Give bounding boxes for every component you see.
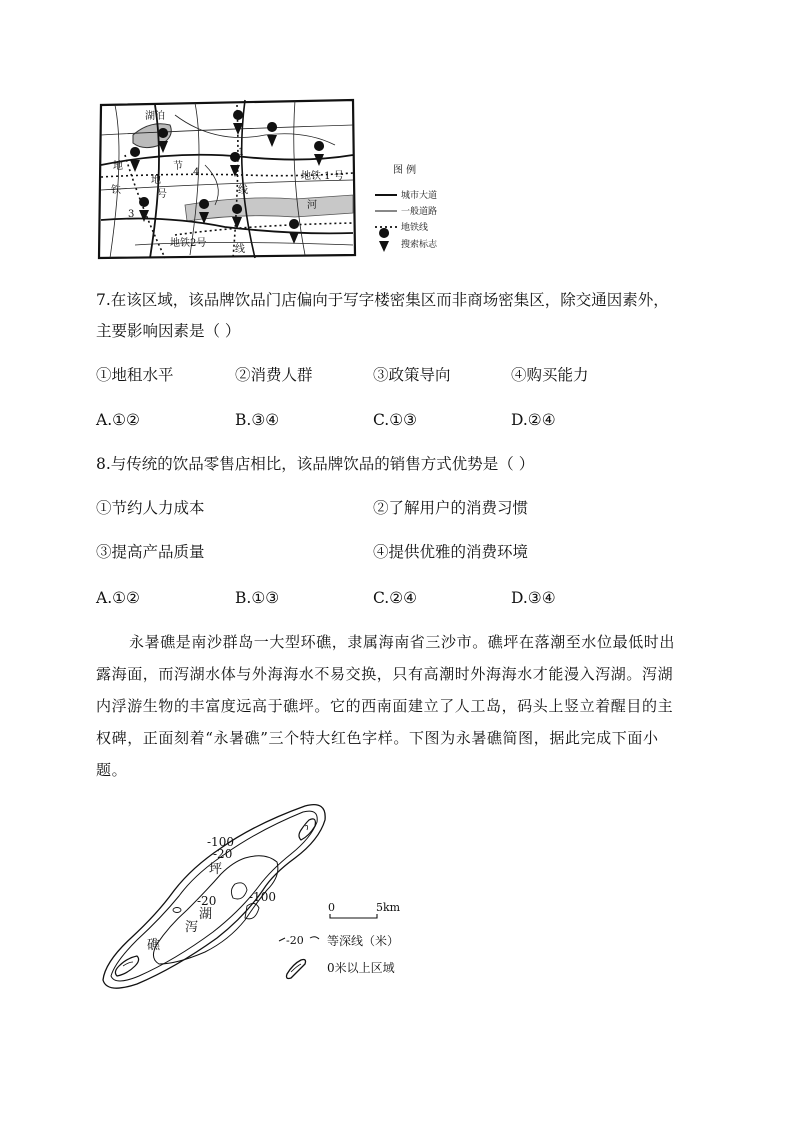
depth-label-20-top: -20 bbox=[213, 847, 233, 861]
reef-map-figure bbox=[95, 798, 425, 998]
land-area-sw bbox=[115, 956, 138, 976]
map-label-line1b: 线 bbox=[238, 185, 248, 196]
q8-item-4: ④提供优雅的消费环境 bbox=[373, 543, 529, 561]
map-label-tie: 铁 bbox=[111, 185, 121, 196]
passage-line-3: 内浮游生物的丰富度远高于礁坪。它的西南面建立了人工岛，码头上竖立着醒目的主 bbox=[96, 697, 674, 715]
q7-item-2: ②消费人群 bbox=[235, 366, 313, 384]
legend-pin-icon bbox=[379, 228, 389, 252]
q7-choice-d[interactable]: D.②④ bbox=[511, 411, 556, 429]
passage-line-2: 露海面，而泻湖水体与外海海水不易交换，只有高潮时外海海水才能漫入泻湖。泻湖 bbox=[96, 665, 674, 683]
map-label-line4: 地铁 1 号 bbox=[301, 171, 344, 182]
land-legend-icon bbox=[287, 960, 306, 979]
map-label-line2: 地铁2号 bbox=[170, 238, 207, 249]
q8-choice-d[interactable]: D.③④ bbox=[511, 589, 556, 607]
map1-legend bbox=[375, 163, 438, 252]
q7-stem-line1: 7.在该区域，该品牌饮品门店偏向于写字楼密集区而非商场密集区，除交通因素外， bbox=[96, 291, 669, 309]
q8-stem: 8.与传统的饮品零售店相比，该品牌饮品的销售方式优势是（ ） bbox=[96, 455, 535, 473]
search-pin-icon bbox=[314, 141, 324, 166]
depth-label-100-mid: -100 bbox=[249, 890, 276, 904]
legend-item-road: 一般道路 bbox=[401, 207, 438, 217]
q7-item-4: ④购买能力 bbox=[511, 366, 589, 384]
map-label-di2: 地 bbox=[151, 175, 161, 186]
q7-choice-a[interactable]: A.①② bbox=[96, 411, 140, 429]
reef-label-ping: 坪 bbox=[209, 862, 223, 877]
reef-label-xie: 泻 bbox=[185, 920, 199, 935]
depth-label-20-mid: -20 bbox=[197, 894, 217, 908]
legend-item-subway: 地铁线 bbox=[401, 223, 429, 233]
map-label-line1a: 1 bbox=[238, 147, 245, 158]
map-label-jie: 节 bbox=[173, 161, 183, 172]
q8-choice-c[interactable]: C.②④ bbox=[373, 589, 418, 607]
map-label-xian: 线 bbox=[235, 244, 245, 255]
q7-item-3: ③政策导向 bbox=[373, 366, 451, 384]
lake-label: 湖泊 bbox=[145, 111, 165, 122]
passage-line-1: 永暑礁是南沙群岛一大型环礁，隶属海南省三沙市。礁坪在落潮至水位最低时出 bbox=[129, 633, 676, 651]
river-shape bbox=[185, 195, 353, 221]
legend-item-avenue: 城市大道 bbox=[401, 191, 438, 201]
legend-item-pin: 搜索标志 bbox=[401, 240, 438, 250]
q7-choice-c[interactable]: C.①③ bbox=[373, 411, 418, 429]
q7-stem-line2: 主要影响因素是（ ） bbox=[96, 322, 241, 340]
q7-choice-b[interactable]: B.③④ bbox=[235, 411, 280, 429]
q7-item-1: ①地租水平 bbox=[96, 366, 174, 384]
depth-label-100-top: -100 bbox=[207, 835, 234, 849]
scale-zero: 0 bbox=[328, 901, 335, 914]
scale-bar bbox=[328, 901, 401, 918]
city-map-figure bbox=[95, 95, 475, 265]
map-label-hao: 号 bbox=[157, 189, 167, 200]
passage-line-5: 题。 bbox=[96, 761, 128, 779]
q8-item-2: ②了解用户的消费习惯 bbox=[373, 499, 529, 517]
legend-contour-label: 等深线（米） bbox=[327, 934, 400, 948]
map-label-3: 3 bbox=[128, 209, 135, 220]
map-label-river: 河 bbox=[307, 200, 317, 211]
reef-label-jiao: 礁 bbox=[147, 938, 161, 953]
legend-land-label: 0米以上区域 bbox=[327, 961, 395, 975]
q8-item-3: ③提高产品质量 bbox=[96, 543, 205, 561]
search-pin-icon bbox=[289, 219, 299, 244]
passage-line-4: 权碑，正面刻着“永暑礁”三个特大红色字样。下图为永暑礁简图，据此完成下面小 bbox=[96, 729, 659, 747]
q8-item-1: ①节约人力成本 bbox=[96, 499, 205, 517]
legend-contour-sample: -20 bbox=[286, 934, 304, 947]
q8-choice-b[interactable]: B.①③ bbox=[235, 589, 280, 607]
reef-label-hu: 湖 bbox=[199, 907, 213, 922]
scale-end: 5km bbox=[376, 901, 401, 914]
legend-title: 图 例 bbox=[393, 165, 417, 176]
map-label-di: 地 bbox=[113, 161, 123, 172]
reef-legend bbox=[279, 933, 399, 979]
map-label-4: 4 bbox=[193, 167, 200, 178]
q8-choice-a[interactable]: A.①② bbox=[96, 589, 140, 607]
